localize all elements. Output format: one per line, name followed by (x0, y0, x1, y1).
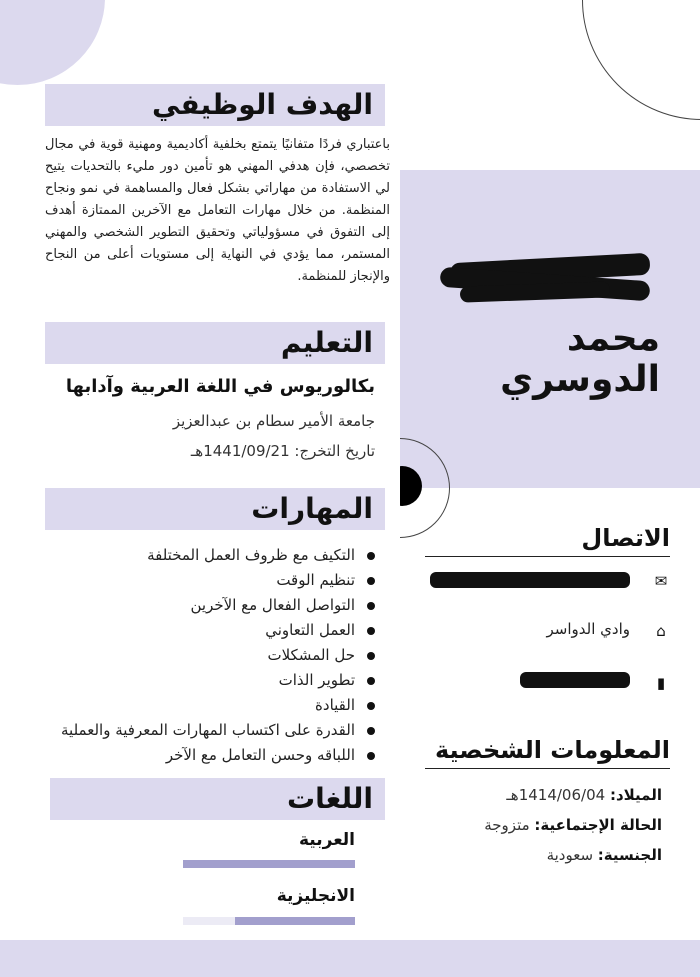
bullet-icon (367, 627, 375, 635)
phone-icon: ▮ (656, 674, 666, 692)
skill-item: تطوير الذات (30, 668, 375, 693)
education-title: التعليم (280, 326, 373, 359)
skill-item: العمل التعاوني (30, 618, 375, 643)
personal-info-section-header (425, 730, 670, 770)
language-english-label: الانجليزية (276, 886, 355, 906)
birth-date-row (420, 786, 662, 804)
marital-status-label: الحالة الإجتماعية: (534, 816, 662, 834)
language-english-level-bar (183, 917, 355, 925)
bullet-icon (367, 752, 375, 760)
personal-info-divider (425, 768, 670, 769)
contact-location-row (420, 618, 670, 644)
education-section-header (45, 322, 385, 364)
contact-divider (425, 556, 670, 557)
education-graduation-date: تاريخ التخرج: 1441/09/21هـ (190, 442, 375, 460)
bullet-icon (367, 602, 375, 610)
contact-section-header (425, 518, 670, 558)
bullet-icon (367, 577, 375, 585)
language-arabic-level-fill (183, 860, 355, 868)
objective-section-header (45, 84, 385, 126)
objective-title: الهدف الوظيفي (152, 88, 373, 121)
bullet-icon (367, 677, 375, 685)
bullet-icon (367, 552, 375, 560)
education-university: جامعة الأمير سطام بن عبدالعزيز (172, 412, 375, 430)
birth-date-value: 1414/06/04هـ (506, 786, 606, 804)
bottom-band (0, 940, 700, 977)
language-arabic-level-bar (183, 860, 355, 868)
marital-status-value: متزوجة (484, 816, 530, 834)
nationality-value: سعودية (546, 846, 594, 864)
skill-item: التواصل الفعال مع الآخرين (30, 593, 375, 618)
contact-location-text: وادي الدواسر (546, 620, 630, 638)
nationality-label: الجنسية: (597, 846, 662, 864)
redacted-phone (520, 672, 630, 688)
skills-title: المهارات (251, 492, 373, 525)
redacted-name-scribble (440, 252, 660, 304)
skill-item: القدرة على اكتساب المهارات المعرفية والعملية (30, 718, 375, 743)
envelope-icon: ✉ (654, 572, 668, 590)
person-name: محمد الدوسري (500, 318, 660, 400)
contact-phone-row (420, 670, 670, 696)
skill-item: حل المشكلات (30, 643, 375, 668)
decorative-circle-top-right (582, 0, 700, 120)
nationality-row (420, 846, 662, 864)
objective-text: باعتباري فردًا متفانيًا يتمتع بخلفية أكاديمية ومهنية قوية في مجال تخصصي، فإن هدفي المهني هو تأمين دور مليء بالتحديات يتيح لي الاستفادة من مهاراتي بشكل فعال والمساهمة في نمو ونجاح المنظمة. من خلال مهارات التعامل مع الآخرين الممتازة أهدف إلى التفوق في مسؤولياتي وتحقيق التطوير الشخصي والمهني المستمر، مما يؤدي في النهاية إلى مستويات أعلى من النجاح والإنجاز للمنظمة. (45, 137, 390, 284)
language-arabic-label: العربية (298, 830, 355, 850)
decorative-circle-top-left (0, 0, 105, 85)
languages-title: اللغات (287, 782, 373, 815)
skills-list (30, 543, 375, 768)
marital-status-row (420, 816, 662, 834)
languages-section-header (50, 778, 385, 820)
bullet-icon (367, 652, 375, 660)
skill-item: اللباقه وحسن التعامل مع الآخر (30, 743, 375, 768)
birth-date-label: الميلاد: (609, 786, 662, 804)
language-english-level-fill (235, 917, 355, 925)
bullet-icon (367, 727, 375, 735)
contact-title: الاتصال (581, 524, 670, 552)
bullet-icon (367, 702, 375, 710)
skill-item: تنظيم الوقت (30, 568, 375, 593)
education-degree: بكالوريوس في اللغة العربية وآدابها (65, 376, 375, 397)
skill-item: التكيف مع ظروف العمل المختلفة (30, 543, 375, 568)
contact-email-row (420, 568, 670, 594)
redacted-email (430, 572, 630, 588)
skill-item: القيادة (30, 693, 375, 718)
skills-section-header (45, 488, 385, 530)
personal-info-title: المعلومات الشخصية (434, 736, 670, 764)
home-icon: ⌂ (656, 622, 666, 640)
